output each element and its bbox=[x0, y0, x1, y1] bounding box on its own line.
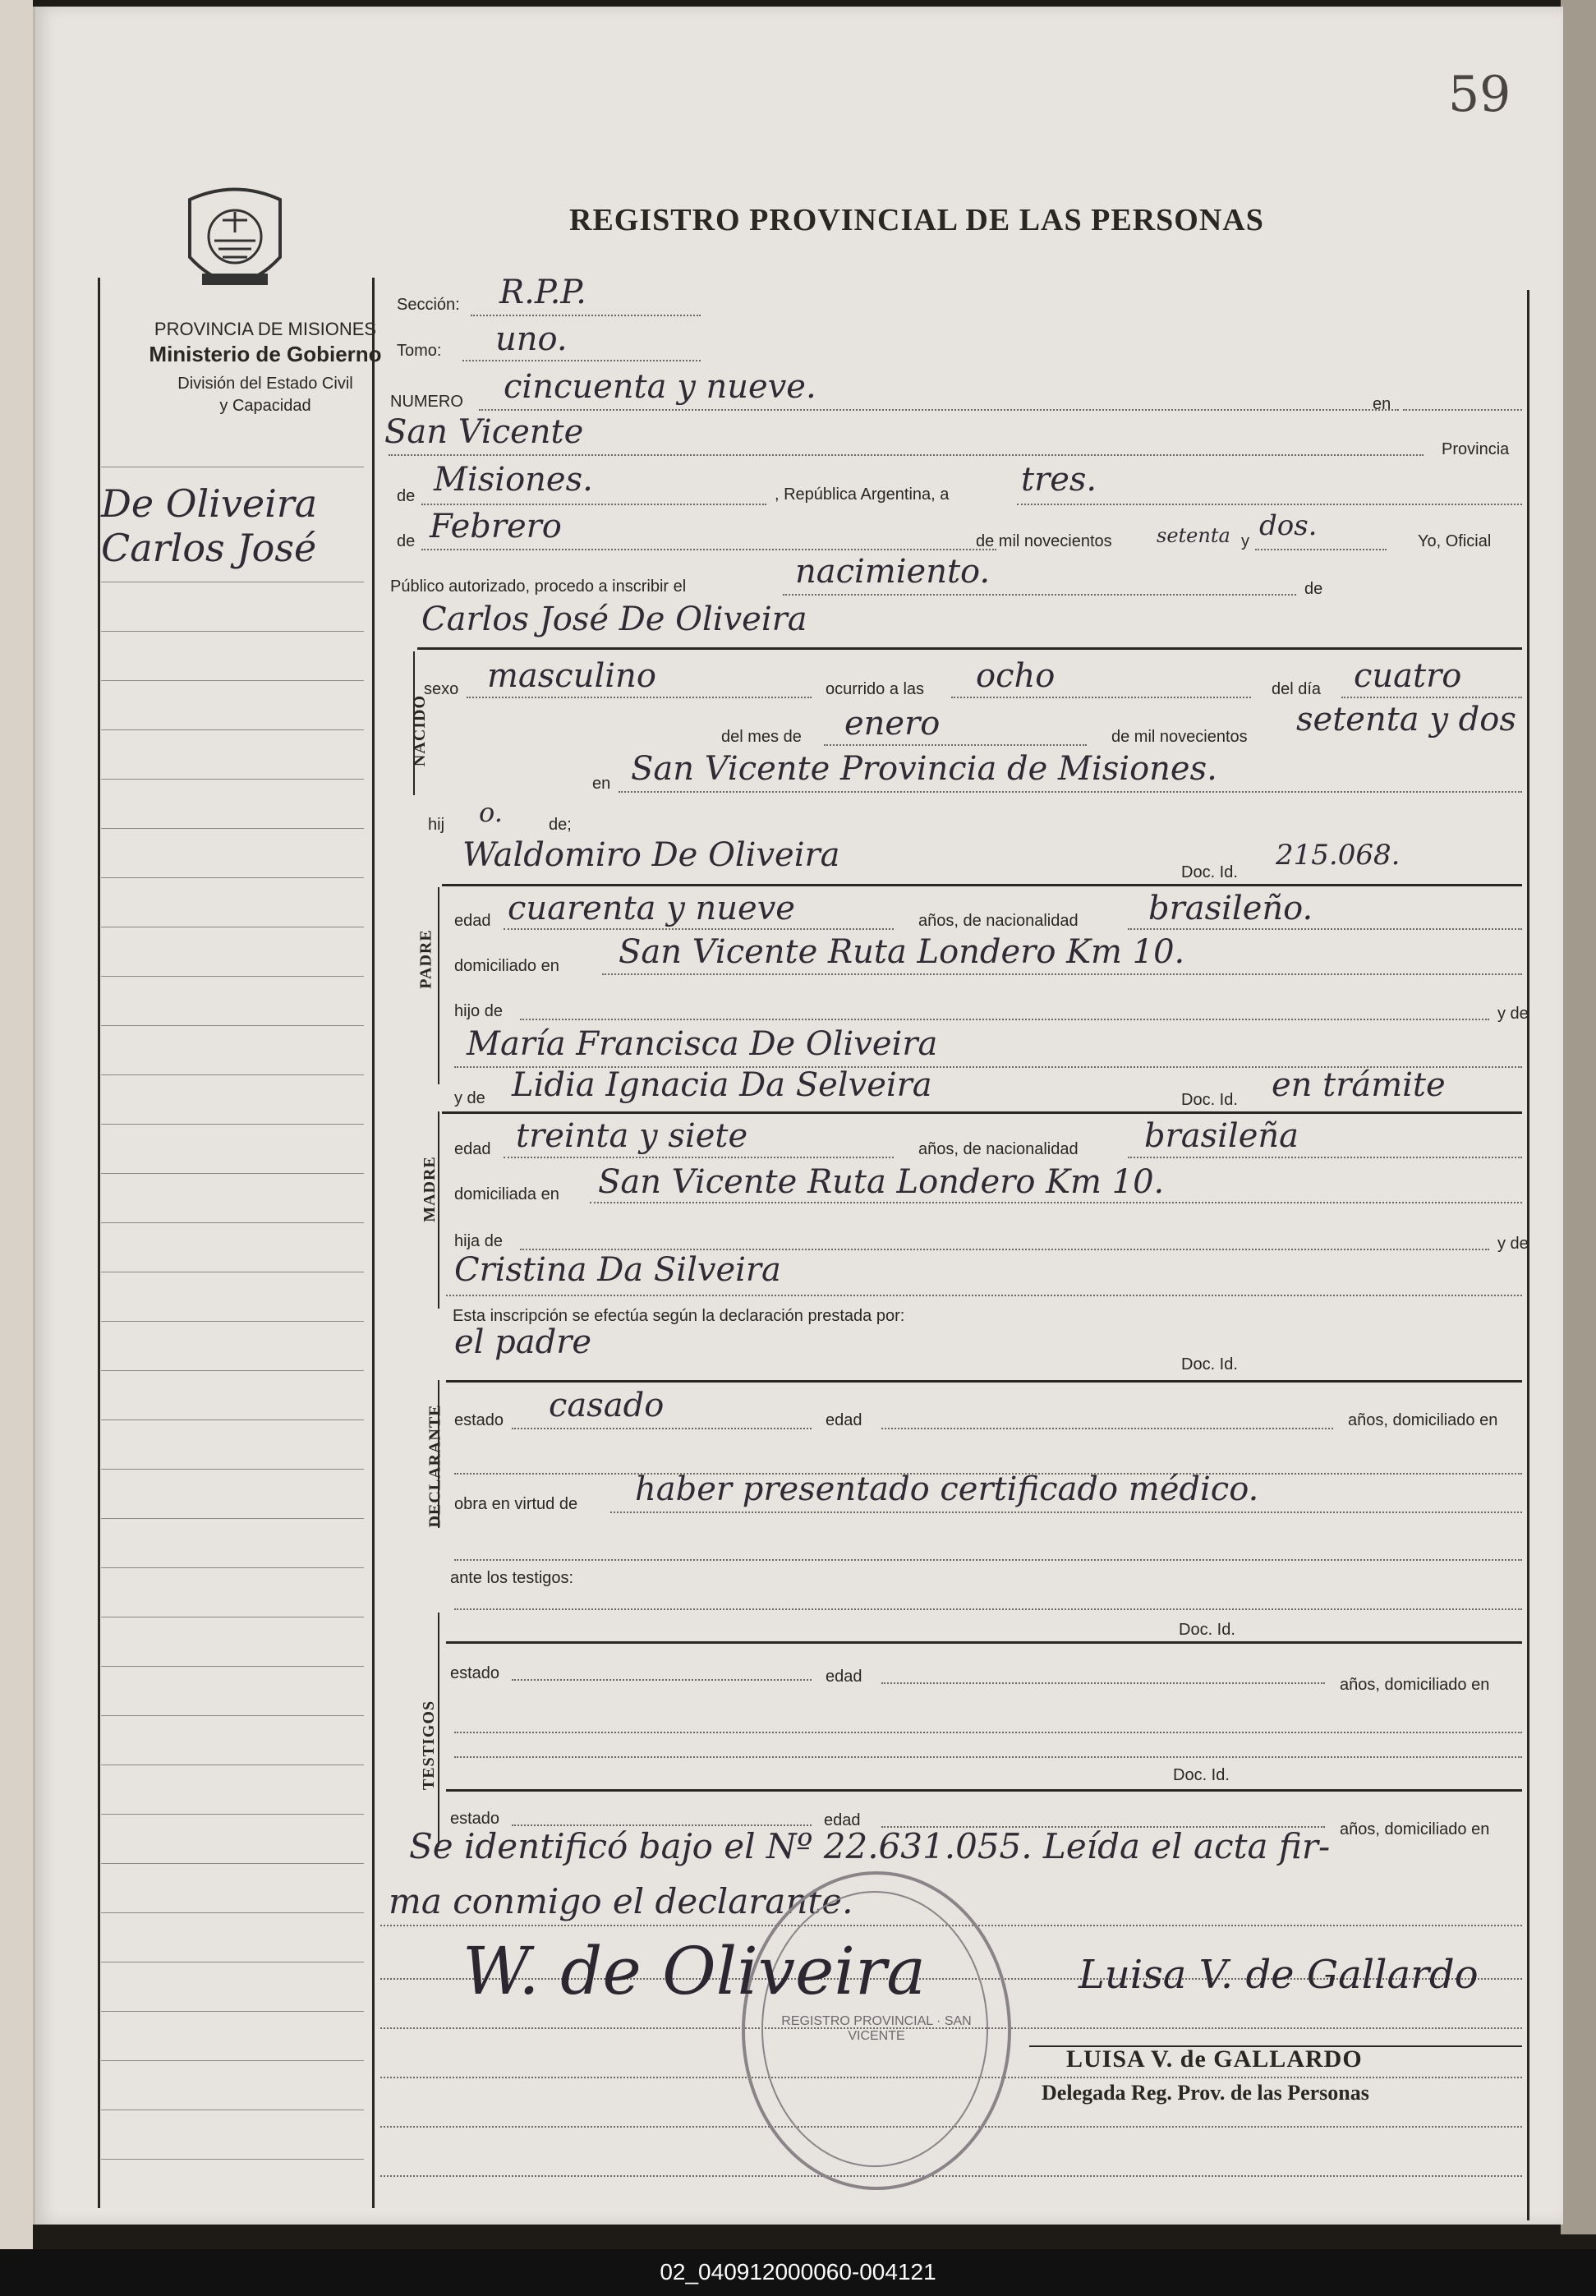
testigo1-doc-label: Doc. Id. bbox=[1179, 1621, 1235, 1639]
provincia-value: Misiones. bbox=[434, 461, 593, 499]
declaracion-label: Esta inscripción se efectúa según la declaración prestada por: bbox=[453, 1307, 905, 1325]
padre-dom-label: domiciliado en bbox=[454, 957, 559, 975]
right-border bbox=[1527, 290, 1529, 2220]
declarante-doc-label: Doc. Id. bbox=[1181, 1355, 1238, 1373]
tomo-value: uno. bbox=[495, 320, 568, 358]
obra-value: haber presentado certificado médico. bbox=[635, 1470, 1259, 1508]
testigos-side-border bbox=[438, 1613, 439, 1847]
padre-side-border bbox=[438, 887, 439, 1084]
ministry-label: Ministerio de Gobierno bbox=[149, 342, 382, 366]
declarante-value: el padre bbox=[454, 1323, 592, 1361]
madre-side-label: MADRE bbox=[420, 1156, 439, 1222]
del-mes-label: del mes de bbox=[721, 728, 802, 746]
madre-nombre-value: Lidia Ignacia Da Selveira bbox=[512, 1066, 932, 1104]
seccion-value: R.P.P. bbox=[499, 274, 586, 311]
tomo-label: Tomo: bbox=[397, 342, 442, 360]
page-stack-edge bbox=[1561, 0, 1596, 2234]
book-spine bbox=[0, 0, 33, 2296]
ante-testigos-label: ante los testigos: bbox=[450, 1569, 574, 1587]
en-label: en bbox=[1373, 395, 1391, 413]
padre-side-label: PADRE bbox=[416, 929, 435, 989]
decl-edad-label: edad bbox=[826, 1411, 862, 1429]
division-label: División del Estado Civil bbox=[177, 375, 353, 393]
madre-hija-de-label: hija de bbox=[454, 1232, 503, 1250]
madre-dom-label: domiciliada en bbox=[454, 1185, 559, 1203]
testigo2-estado-label: estado bbox=[450, 1810, 500, 1828]
del-dia-label: del día bbox=[1272, 680, 1322, 698]
padre-hijo-de-label: hijo de bbox=[454, 1002, 503, 1020]
padre-edad-value: cuarenta y nueve bbox=[508, 890, 795, 927]
madre-nac-value: brasileña bbox=[1144, 1117, 1299, 1155]
declarante-signature: W. de Oliveira bbox=[462, 1933, 926, 2009]
acto-value: nacimiento. bbox=[795, 553, 991, 591]
oval-seal-text: REGISTRO PROVINCIAL · SAN VICENTE bbox=[781, 2014, 972, 2043]
left-column-border bbox=[98, 278, 100, 2208]
testigo2-doc-label: Doc. Id. bbox=[1173, 1766, 1230, 1784]
de-mil-label: de mil novecientos bbox=[976, 532, 1112, 550]
madre-dom-value: San Vicente Ruta Londero Km 10. bbox=[598, 1163, 1165, 1201]
division-label-2: y Capacidad bbox=[219, 397, 311, 415]
numero-label: NUMERO bbox=[390, 393, 463, 411]
lugar-value: San Vicente bbox=[384, 413, 584, 451]
padre-doc-value: 215.068. bbox=[1276, 839, 1401, 872]
document-title: REGISTRO PROVINCIAL DE LAS PERSONAS bbox=[569, 203, 1264, 237]
lugar-nac-value: San Vicente Provincia de Misiones. bbox=[631, 750, 1217, 788]
nota-line-2: ma conmigo el declarante. bbox=[389, 1881, 853, 1921]
mes-value: enero bbox=[844, 705, 941, 743]
declarante-side-label: DECLARANTE bbox=[425, 1404, 444, 1528]
image-id-bar bbox=[0, 2249, 1596, 2296]
nombre-value: Carlos José De Oliveira bbox=[421, 600, 807, 638]
padre-padres-value: María Francisca De Oliveira bbox=[467, 1025, 938, 1063]
main-column-border bbox=[372, 278, 375, 2208]
declarante-side-border bbox=[438, 1380, 439, 1528]
testigo1-estado-label: estado bbox=[450, 1664, 500, 1682]
testigo2-anos-label: años, domiciliado en bbox=[1340, 1820, 1490, 1838]
de-label-1: de bbox=[397, 487, 416, 505]
padre-doc-label: Doc. Id. bbox=[1181, 863, 1238, 881]
hora-value: ocho bbox=[976, 657, 1056, 695]
padre-edad-label: edad bbox=[454, 912, 491, 930]
padre-nac-value: brasileño. bbox=[1148, 890, 1313, 927]
obra-label: obra en virtud de bbox=[454, 1495, 578, 1513]
madre-doc-value: en trámite bbox=[1272, 1066, 1446, 1104]
nacido-side-label: NACIDO bbox=[411, 694, 430, 767]
padre-nac-label: años, de nacionalidad bbox=[918, 912, 1079, 930]
dia-acta-value: tres. bbox=[1021, 461, 1097, 499]
madre-edad-value: treinta y siete bbox=[516, 1117, 748, 1155]
coat-of-arms-icon bbox=[182, 183, 288, 306]
republica-label: , República Argentina, a bbox=[775, 485, 950, 504]
oficial-signature: Luisa V. de Gallardo bbox=[1079, 1952, 1479, 1998]
padre-y-de-label: y de bbox=[1497, 1005, 1529, 1023]
decl-estado-label: estado bbox=[454, 1411, 504, 1429]
stamp-name: LUISA V. de GALLARDO bbox=[1066, 2045, 1363, 2073]
madre-padres-value: Cristina Da Silveira bbox=[454, 1251, 781, 1289]
madre-doc-label: Doc. Id. bbox=[1181, 1091, 1238, 1109]
madre-y-de-label: y de bbox=[454, 1089, 485, 1107]
seccion-label: Sección: bbox=[397, 296, 460, 314]
testigo1-edad-label: edad bbox=[826, 1668, 862, 1686]
stamp-title: Delegada Reg. Prov. de las Personas bbox=[1042, 2081, 1369, 2105]
madre-side-border bbox=[438, 1111, 439, 1309]
image-id-label: 02_040912000060-004121 bbox=[660, 2259, 936, 2284]
province-label: PROVINCIA DE MISIONES bbox=[154, 319, 377, 339]
anio-value: setenta y dos bbox=[1296, 701, 1516, 738]
yo-oficial-label: Yo, Oficial bbox=[1418, 532, 1492, 550]
certificate-page bbox=[33, 7, 1563, 2225]
margin-note-given: Carlos José bbox=[101, 526, 317, 570]
provincia-label: Provincia bbox=[1442, 440, 1510, 458]
dia-value: cuatro bbox=[1354, 657, 1462, 695]
sexo-label: sexo bbox=[424, 680, 459, 698]
sexo-value: masculino bbox=[487, 657, 656, 695]
testigos-side-label: TESTIGOS bbox=[420, 1700, 439, 1791]
margin-note-surname: De Oliveira bbox=[101, 481, 318, 526]
padre-nombre-value: Waldomiro De Oliveira bbox=[462, 836, 840, 874]
en-label-2: en bbox=[592, 775, 611, 793]
nacido-side-border bbox=[413, 651, 415, 795]
padre-dom-value: San Vicente Ruta Londero Km 10. bbox=[619, 933, 1185, 971]
nota-line-1: Se identificó bajo el Nº 22.631.055. Leída el acta fir- bbox=[409, 1826, 1331, 1866]
madre-edad-label: edad bbox=[454, 1140, 491, 1158]
numero-value: cincuenta y nueve. bbox=[504, 368, 816, 406]
y-label: y bbox=[1241, 532, 1249, 550]
testigo2-edad-label: edad bbox=[824, 1811, 861, 1829]
de-end-label: de bbox=[1304, 580, 1323, 598]
de-semicolon-label: de; bbox=[549, 816, 572, 834]
madre-nac-label: años, de nacionalidad bbox=[918, 1140, 1079, 1158]
de-mil-nov-label: de mil novecientos bbox=[1111, 728, 1248, 746]
madre-y-de-2-label: y de bbox=[1497, 1235, 1529, 1253]
publico-label: Público autorizado, procedo a inscribir el bbox=[390, 577, 687, 596]
decl-anos-label: años, domiciliado en bbox=[1348, 1411, 1498, 1429]
page-number: 59 bbox=[1448, 66, 1511, 123]
testigo1-anos-label: años, domiciliado en bbox=[1340, 1676, 1490, 1694]
hij-label: hij bbox=[428, 816, 445, 834]
de-label-2: de bbox=[397, 532, 416, 550]
mes-acta-value: Febrero bbox=[430, 508, 562, 545]
anio-acta-1-value: setenta bbox=[1157, 524, 1230, 547]
ocurrido-label: ocurrido a las bbox=[826, 680, 925, 698]
oval-seal bbox=[742, 1871, 1011, 2190]
decl-estado-value: casado bbox=[549, 1387, 665, 1424]
hij-suffix-value: o. bbox=[479, 797, 503, 828]
anio-acta-2-value: dos. bbox=[1259, 509, 1318, 542]
